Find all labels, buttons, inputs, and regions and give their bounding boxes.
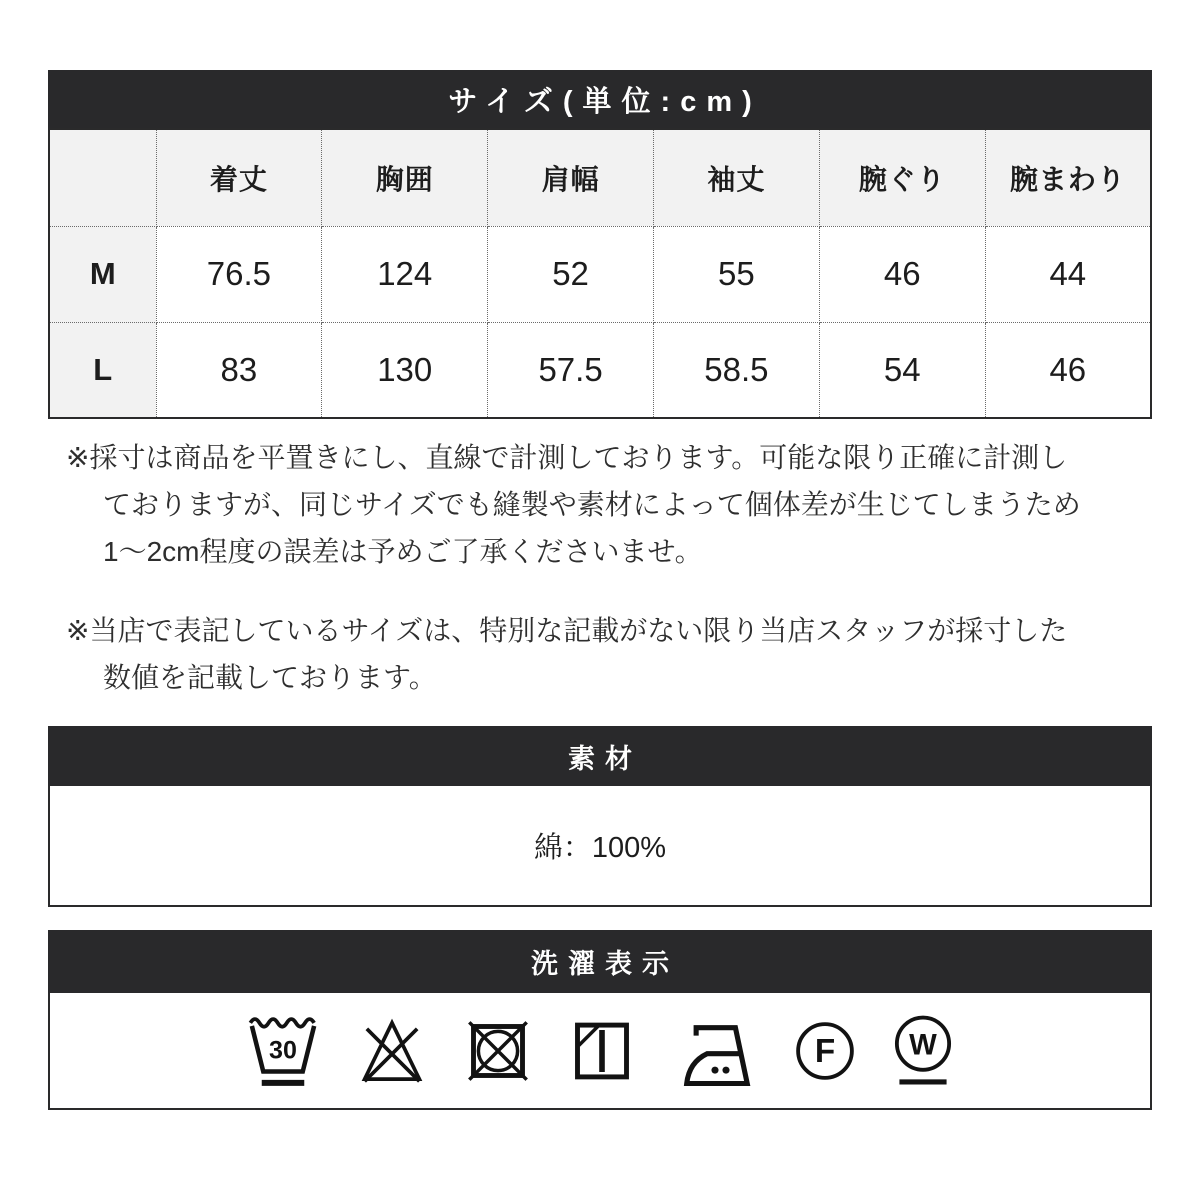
cell-l-chest: 130 <box>322 322 488 418</box>
size-table <box>48 128 1152 419</box>
wash-temp-label: 30 <box>269 1036 297 1065</box>
care-title: 洗濯表示 <box>531 949 679 979</box>
measurement-note-line: ておりますが、同じサイズでも縫製や素材によって個体差が生じてしまうため <box>103 489 1081 520</box>
cell-l-length: 83 <box>156 322 322 418</box>
row-label-l: L <box>49 322 156 418</box>
measurement-note <box>66 434 1146 575</box>
measurement-note-line: 1〜2cm程度の誤差は予めご了承くださいませ。 <box>103 536 703 567</box>
cell-l-arm-width: 46 <box>985 322 1151 418</box>
size-table-title: サイズ(単位:cm) <box>448 85 762 118</box>
wet-clean-letter: W <box>909 1028 937 1062</box>
size-table-section <box>48 70 1152 419</box>
table-row-m <box>49 226 1151 322</box>
material-body <box>48 786 1152 907</box>
size-table-corner-cell <box>49 129 156 226</box>
row-label-m: M <box>49 226 156 322</box>
col-header-shoulder: 肩幅 <box>488 129 654 226</box>
cell-m-length: 76.5 <box>156 226 322 322</box>
size-table-title-bar <box>48 70 1152 128</box>
staff-measured-note <box>66 607 1146 701</box>
col-header-chest: 胸囲 <box>322 129 488 226</box>
do-not-tumble-dry-icon <box>463 1016 533 1086</box>
do-not-bleach-icon <box>355 1014 429 1088</box>
cell-m-armhole: 46 <box>819 226 985 322</box>
wash-30-gentle-icon <box>245 1010 321 1092</box>
measurement-note-line: ※採寸は商品を平置きにし、直線で計測しております。可能な限り正確に計測し <box>66 442 1068 473</box>
col-header-arm-width: 腕まわり <box>985 129 1151 226</box>
staff-measured-note-line: ※当店で表記しているサイズは、特別な記載がない限り当店スタッフが採寸した <box>66 615 1068 646</box>
staff-measured-note-line: 数値を記載しております。 <box>103 662 437 693</box>
line-dry-in-shade-icon <box>567 1016 637 1086</box>
care-title-bar <box>48 930 1152 993</box>
cell-m-chest: 124 <box>322 226 488 322</box>
iron-medium-icon <box>671 1011 759 1090</box>
cell-l-armhole: 54 <box>819 322 985 418</box>
material-title: 素材 <box>568 743 642 774</box>
table-row-l <box>49 322 1151 418</box>
cell-m-arm-width: 44 <box>985 226 1151 322</box>
cell-m-shoulder: 52 <box>488 226 654 322</box>
cell-l-shoulder: 57.5 <box>488 322 654 418</box>
col-header-sleeve: 袖丈 <box>653 129 819 226</box>
col-header-armhole: 腕ぐり <box>819 129 985 226</box>
cell-m-sleeve: 55 <box>653 226 819 322</box>
care-symbols-row <box>48 993 1152 1110</box>
material-title-bar <box>48 726 1152 786</box>
material-value: 綿：100% <box>533 832 667 864</box>
col-header-length: 着丈 <box>156 129 322 226</box>
size-table-header-row <box>49 129 1151 226</box>
dry-clean-letter: F <box>814 1032 836 1070</box>
cell-l-sleeve: 58.5 <box>653 322 819 418</box>
wet-clean-gentle-W-icon <box>891 1015 955 1087</box>
dry-clean-petroleum-F-icon <box>793 1019 857 1083</box>
